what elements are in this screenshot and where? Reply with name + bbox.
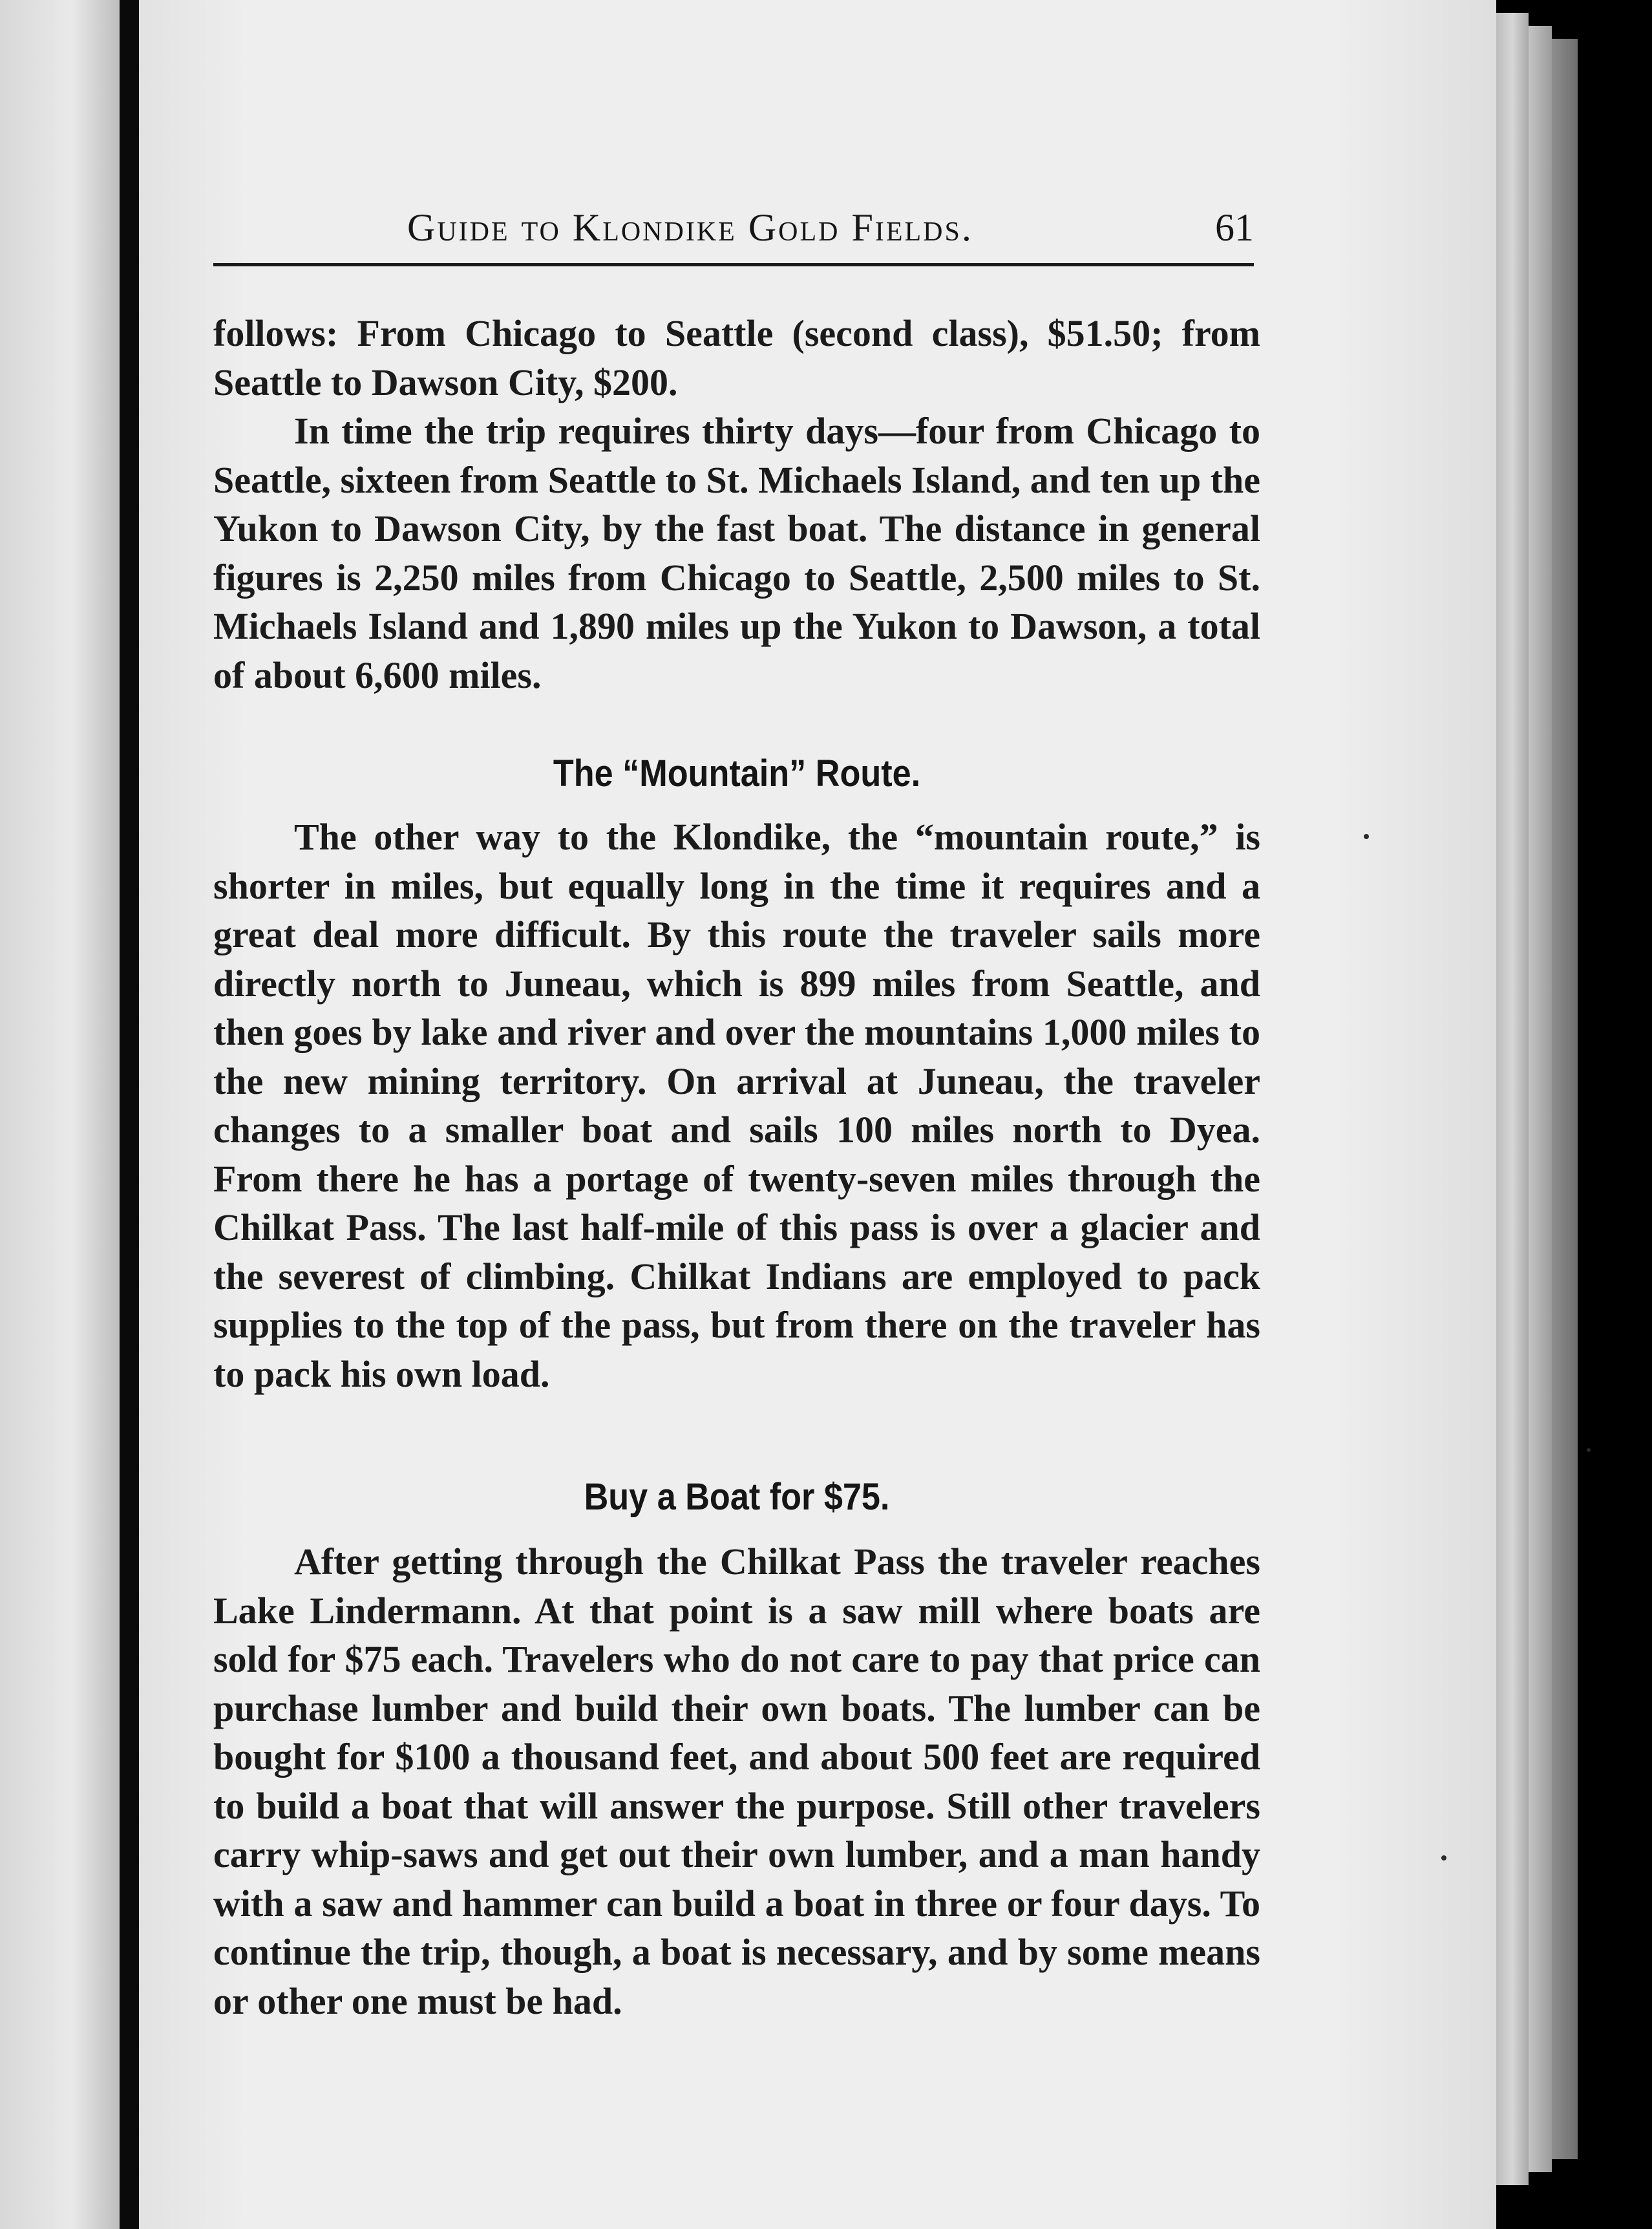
book-gutter [120, 0, 139, 2229]
page-stack-edge [1552, 39, 1578, 2159]
ink-speck [1364, 834, 1369, 839]
section-heading-mountain-route: The “Mountain” Route. [553, 752, 921, 795]
text-block-top [213, 309, 1260, 699]
running-head [213, 206, 1254, 257]
paragraph-mountain-route: The other way to the Klondike, the “mountain route,” is shorter in miles, but equally long in the time it requires and a great deal more difficult. By this route the traveler sails more directly north to Juneau, which is 899 miles from Seattle, and then goes by lake and river and over the mountains 1,000 miles to the new mining territory. On arrival at Juneau, the traveler changes to a smaller boat and sails 100 miles north to Dyea. From there he has a portage of twenty-seven miles through the Chilkat Pass. The last half-mile of this pass is over a glacier and the severest of climbing. Chilkat Indians are employed to pack supplies to the top of the pass, but from there on the traveler has to pack his own load. [213, 816, 1260, 1395]
page-stack-edge [1496, 13, 1529, 2185]
paragraph-fares: follows: From Chicago to Seattle (second class), $51.50; from Seattle to Dawson City, $200. [213, 312, 1260, 403]
page-stack-edge [1529, 26, 1552, 2172]
page-number: 61 [1215, 206, 1254, 249]
facing-page-edge [0, 0, 120, 2229]
paragraph-trip-time: In time the trip requires thirty days—four from Chicago to Seattle, sixteen from Seattle to St. Michaels Island, and ten up the Yukon to Dawson City, by the fast boat. The distance in general figures is 2,250 miles from Chicago to Seattle, 2,500 miles to St. Michaels Island and 1,890 miles up the Yukon to Dawson, a total of about 6,600 miles. [213, 410, 1260, 696]
running-title: Guide to Klondike Gold Fields. [407, 206, 973, 249]
section-heading-buy-boat: Buy a Boat for $75. [584, 1476, 890, 1518]
text-block-mountain [213, 813, 1260, 1398]
header-rule [213, 263, 1254, 266]
ink-speck [1587, 1448, 1591, 1452]
text-block-boat [213, 1537, 1260, 2025]
ink-speck [1441, 1855, 1446, 1861]
paragraph-buy-boat: After getting through the Chilkat Pass the traveler reaches Lake Lindermann. At that point is a saw mill where boats are sold for $75 each. Travelers who do not care to pay that price can purchase lumber and build their own boats. The lumber can be bought for $100 a thousand feet, and about 500 feet are required to build a boat that will answer the purpose. Still other travelers carry whip-saws and get out their own lumber, and a man handy with a saw and hammer can build a boat in three or four days. To continue the trip, though, a boat is necessary, and by some means or other one must be had. [213, 1541, 1260, 2022]
